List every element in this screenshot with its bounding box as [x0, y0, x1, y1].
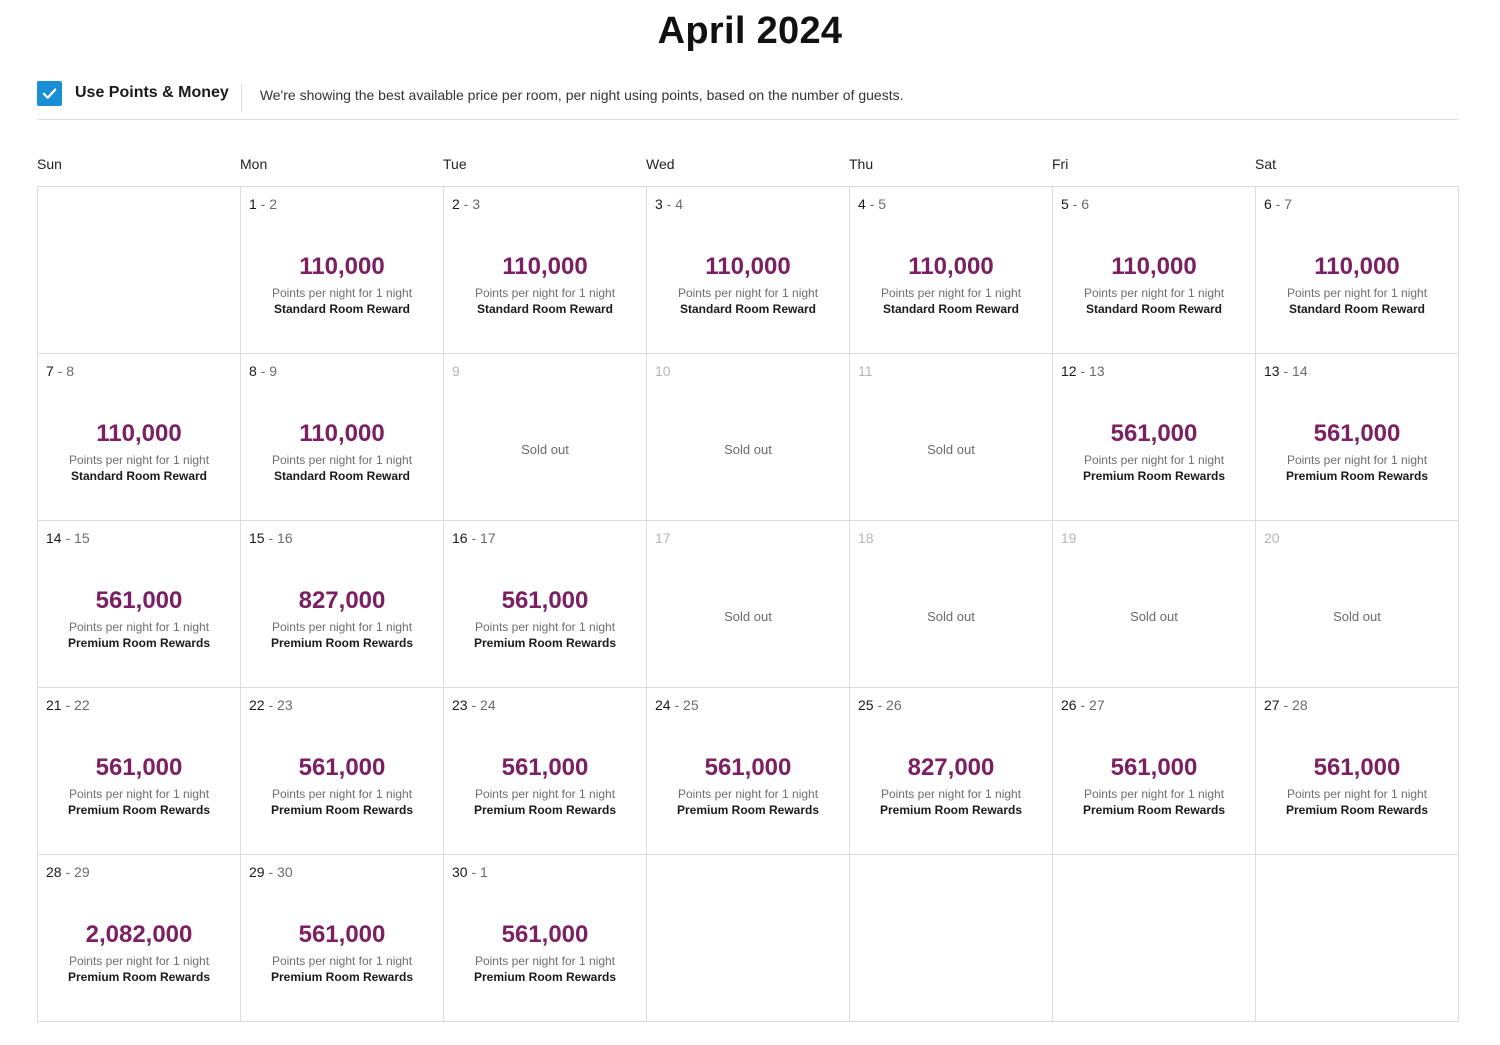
- weekday-label: Wed: [646, 156, 675, 172]
- calendar-cell-sold-out: [850, 354, 1053, 521]
- date-separator: -: [1279, 697, 1293, 713]
- start-date: 25: [858, 697, 874, 713]
- calendar-cell[interactable]: [444, 187, 647, 354]
- points-price: 561,000: [298, 921, 386, 948]
- reward-type: Premium Room Rewards: [270, 636, 414, 650]
- points-price: 827,000: [907, 754, 995, 781]
- points-per-night-label: Points per night for 1 night: [1286, 453, 1428, 467]
- calendar-cell-sold-out: [850, 521, 1053, 688]
- date-range: [1264, 363, 1308, 379]
- date-separator: -: [264, 864, 278, 880]
- start-date: 23: [452, 697, 468, 713]
- points-price: 2,082,000: [85, 921, 193, 948]
- points-price: 110,000: [908, 253, 994, 280]
- sold-out-label: Sold out: [724, 442, 772, 457]
- date-range: [655, 196, 683, 212]
- start-date: 11: [858, 363, 873, 379]
- check-icon: [41, 85, 58, 102]
- date-separator: -: [256, 196, 270, 212]
- start-date: 7: [46, 363, 54, 379]
- end-date: 5: [878, 196, 887, 212]
- sold-out-label: Sold out: [724, 609, 772, 624]
- calendar-cell-sold-out: [647, 521, 850, 688]
- calendar-cell-empty: [1053, 855, 1256, 1022]
- start-date: 10: [655, 363, 671, 379]
- calendar-cell[interactable]: [241, 855, 444, 1022]
- date-range: [655, 363, 671, 379]
- points-per-night-label: Points per night for 1 night: [677, 787, 819, 801]
- date-range: [452, 697, 496, 713]
- points-per-night-label: Points per night for 1 night: [68, 787, 210, 801]
- start-date: 22: [249, 697, 265, 713]
- reward-type: Standard Room Reward: [679, 302, 817, 316]
- points-price: 110,000: [299, 253, 385, 280]
- calendar-cell[interactable]: [1256, 187, 1459, 354]
- end-date: 4: [675, 196, 684, 212]
- end-date: 2: [269, 196, 278, 212]
- start-date: 24: [655, 697, 671, 713]
- sold-out-label: Sold out: [1130, 609, 1178, 624]
- reward-type: Premium Room Rewards: [676, 803, 820, 817]
- calendar-cell[interactable]: [241, 688, 444, 855]
- points-per-night-label: Points per night for 1 night: [271, 954, 413, 968]
- page-title: April 2024: [657, 10, 843, 52]
- reward-type: Premium Room Rewards: [1082, 469, 1226, 483]
- points-price: 110,000: [705, 253, 791, 280]
- sold-out-label: Sold out: [927, 609, 975, 624]
- points-per-night-label: Points per night for 1 night: [1083, 286, 1225, 300]
- date-separator: -: [662, 196, 676, 212]
- use-points-money-checkbox[interactable]: [37, 81, 62, 106]
- calendar-cell[interactable]: [241, 521, 444, 688]
- date-separator: -: [1279, 363, 1293, 379]
- calendar-cell[interactable]: [1053, 187, 1256, 354]
- weekday-label: Thu: [849, 156, 874, 172]
- points-per-night-label: Points per night for 1 night: [271, 620, 413, 634]
- points-per-night-label: Points per night for 1 night: [474, 286, 616, 300]
- end-date: 24: [480, 697, 496, 713]
- reward-type: Premium Room Rewards: [270, 970, 414, 984]
- start-date: 13: [1264, 363, 1280, 379]
- reward-type: Premium Room Rewards: [473, 636, 617, 650]
- date-range: [1061, 697, 1105, 713]
- start-date: 8: [249, 363, 257, 379]
- end-date: 9: [269, 363, 278, 379]
- start-date: 30: [452, 864, 468, 880]
- calendar-cell-empty: [1256, 855, 1459, 1022]
- end-date: 3: [472, 196, 481, 212]
- date-range: [249, 196, 277, 212]
- weekday-label: Fri: [1052, 156, 1069, 172]
- calendar-cell[interactable]: [444, 855, 647, 1022]
- date-separator: -: [61, 530, 75, 546]
- date-range: [249, 530, 293, 546]
- calendar-cell[interactable]: [444, 688, 647, 855]
- reward-type: Premium Room Rewards: [473, 970, 617, 984]
- start-date: 29: [249, 864, 265, 880]
- sold-out-label: Sold out: [1333, 609, 1381, 624]
- start-date: 20: [1264, 530, 1280, 546]
- date-separator: -: [1068, 196, 1082, 212]
- calendar-cell-sold-out: [1053, 521, 1256, 688]
- points-price: 561,000: [1313, 420, 1401, 447]
- calendar-cell-empty: [850, 855, 1053, 1022]
- use-points-money-label[interactable]: Use Points & Money: [75, 84, 242, 112]
- calendar-cell[interactable]: [647, 688, 850, 855]
- start-date: 21: [46, 697, 62, 713]
- calendar-cell[interactable]: [1053, 354, 1256, 521]
- date-range: [1264, 196, 1292, 212]
- weekday-label: Sat: [1255, 156, 1277, 172]
- points-price: 561,000: [95, 587, 183, 614]
- reward-type: Standard Room Reward: [476, 302, 614, 316]
- end-date: 15: [74, 530, 90, 546]
- start-date: 14: [46, 530, 62, 546]
- date-separator: -: [1271, 196, 1285, 212]
- sold-out-label: Sold out: [521, 442, 569, 457]
- date-range: [1061, 530, 1077, 546]
- end-date: 30: [277, 864, 293, 880]
- calendar-cell[interactable]: [241, 187, 444, 354]
- date-range: [655, 530, 671, 546]
- start-date: 12: [1061, 363, 1077, 379]
- end-date: 14: [1292, 363, 1308, 379]
- points-price: 110,000: [1111, 253, 1197, 280]
- calendar-cell-empty: [38, 187, 241, 354]
- end-date: 28: [1292, 697, 1308, 713]
- calendar-cell[interactable]: [38, 855, 241, 1022]
- reward-type: Premium Room Rewards: [1082, 803, 1226, 817]
- reward-type: Premium Room Rewards: [1285, 803, 1429, 817]
- end-date: 13: [1089, 363, 1105, 379]
- points-price: 110,000: [502, 253, 588, 280]
- start-date: 18: [858, 530, 874, 546]
- points-price: 110,000: [96, 420, 182, 447]
- end-date: 6: [1081, 196, 1090, 212]
- end-date: 8: [66, 363, 75, 379]
- end-date: 16: [277, 530, 293, 546]
- start-date: 19: [1061, 530, 1077, 546]
- calendar-cell[interactable]: [444, 521, 647, 688]
- reward-type: Premium Room Rewards: [473, 803, 617, 817]
- calendar-cell[interactable]: [38, 354, 241, 521]
- date-separator: -: [1076, 363, 1090, 379]
- date-range: [858, 697, 902, 713]
- sold-out-label: Sold out: [927, 442, 975, 457]
- date-range: [46, 530, 90, 546]
- start-date: 3: [655, 196, 663, 212]
- end-date: 17: [480, 530, 496, 546]
- calendar-cell-sold-out: [647, 354, 850, 521]
- weekday-label: Sun: [37, 156, 62, 172]
- reward-type: Standard Room Reward: [1085, 302, 1223, 316]
- calendar-cell[interactable]: [38, 688, 241, 855]
- reward-type: Standard Room Reward: [882, 302, 1020, 316]
- date-separator: -: [256, 363, 270, 379]
- date-range: [46, 363, 74, 379]
- points-per-night-label: Points per night for 1 night: [474, 620, 616, 634]
- start-date: 6: [1264, 196, 1272, 212]
- reward-type: Premium Room Rewards: [67, 970, 211, 984]
- points-price: 561,000: [1110, 754, 1198, 781]
- end-date: 29: [74, 864, 90, 880]
- start-date: 27: [1264, 697, 1280, 713]
- start-date: 2: [452, 196, 460, 212]
- points-price: 561,000: [298, 754, 386, 781]
- points-per-night-label: Points per night for 1 night: [1083, 453, 1225, 467]
- points-per-night-label: Points per night for 1 night: [880, 787, 1022, 801]
- date-separator: -: [670, 697, 684, 713]
- start-date: 9: [452, 363, 460, 379]
- reward-type: Premium Room Rewards: [67, 636, 211, 650]
- calendar-cell-sold-out: [1256, 521, 1459, 688]
- points-filter-bar: [37, 78, 1459, 120]
- date-range: [1061, 363, 1105, 379]
- start-date: 17: [655, 530, 671, 546]
- points-price: 561,000: [501, 587, 589, 614]
- end-date: 26: [886, 697, 902, 713]
- points-per-night-label: Points per night for 1 night: [68, 453, 210, 467]
- calendar-cell-empty: [647, 855, 850, 1022]
- date-separator: -: [467, 697, 481, 713]
- points-price: 561,000: [1313, 754, 1401, 781]
- date-separator: -: [264, 697, 278, 713]
- reward-type: Standard Room Reward: [1288, 302, 1426, 316]
- start-date: 26: [1061, 697, 1077, 713]
- points-per-night-label: Points per night for 1 night: [880, 286, 1022, 300]
- calendar-cell[interactable]: [850, 688, 1053, 855]
- reward-type: Standard Room Reward: [273, 469, 411, 483]
- date-separator: -: [459, 196, 473, 212]
- points-per-night-label: Points per night for 1 night: [677, 286, 819, 300]
- calendar-cell[interactable]: [241, 354, 444, 521]
- points-per-night-label: Points per night for 1 night: [1286, 286, 1428, 300]
- weekday-label: Tue: [443, 156, 467, 172]
- date-range: [655, 697, 699, 713]
- date-range: [452, 363, 460, 379]
- end-date: 1: [480, 864, 488, 880]
- calendar-grid: [37, 186, 1459, 1023]
- date-separator: -: [53, 363, 67, 379]
- end-date: 25: [683, 697, 699, 713]
- points-per-night-label: Points per night for 1 night: [271, 286, 413, 300]
- date-separator: -: [865, 196, 879, 212]
- start-date: 15: [249, 530, 265, 546]
- points-price: 561,000: [501, 921, 589, 948]
- points-price: 561,000: [501, 754, 589, 781]
- date-separator: -: [61, 697, 75, 713]
- calendar-cell[interactable]: [1053, 688, 1256, 855]
- points-price: 110,000: [1314, 253, 1400, 280]
- points-per-night-label: Points per night for 1 night: [68, 954, 210, 968]
- end-date: 27: [1089, 697, 1105, 713]
- start-date: 5: [1061, 196, 1069, 212]
- reward-type: Standard Room Reward: [70, 469, 208, 483]
- reward-type: Standard Room Reward: [273, 302, 411, 316]
- date-range: [46, 864, 90, 880]
- reward-type: Premium Room Rewards: [270, 803, 414, 817]
- start-date: 16: [452, 530, 468, 546]
- date-separator: -: [264, 530, 278, 546]
- date-separator: -: [61, 864, 75, 880]
- calendar-cell[interactable]: [38, 521, 241, 688]
- start-date: 4: [858, 196, 866, 212]
- points-price: 561,000: [704, 754, 792, 781]
- reward-type: Premium Room Rewards: [1285, 469, 1429, 483]
- weekday-header: [37, 156, 1459, 176]
- calendar-cell[interactable]: [647, 187, 850, 354]
- end-date: 7: [1284, 196, 1293, 212]
- date-range: [1264, 530, 1280, 546]
- weekday-label: Mon: [240, 156, 268, 172]
- date-separator: -: [467, 530, 481, 546]
- points-per-night-label: Points per night for 1 night: [271, 787, 413, 801]
- points-price: 561,000: [95, 754, 183, 781]
- date-range: [452, 530, 496, 546]
- date-range: [452, 196, 480, 212]
- date-range: [46, 697, 90, 713]
- points-per-night-label: Points per night for 1 night: [474, 787, 616, 801]
- points-per-night-label: Points per night for 1 night: [271, 453, 413, 467]
- date-range: [1061, 196, 1089, 212]
- date-range: [858, 530, 874, 546]
- points-per-night-label: Points per night for 1 night: [1286, 787, 1428, 801]
- date-separator: -: [467, 864, 481, 880]
- calendar-cell[interactable]: [1256, 688, 1459, 855]
- date-separator: -: [1076, 697, 1090, 713]
- date-range: [452, 864, 488, 880]
- end-date: 22: [74, 697, 90, 713]
- reward-type: Premium Room Rewards: [879, 803, 1023, 817]
- date-range: [1264, 697, 1308, 713]
- date-range: [249, 363, 277, 379]
- start-date: 28: [46, 864, 62, 880]
- date-range: [858, 363, 873, 379]
- calendar-cell[interactable]: [850, 187, 1053, 354]
- date-range: [858, 196, 886, 212]
- end-date: 23: [277, 697, 293, 713]
- points-price: 561,000: [1110, 420, 1198, 447]
- reward-type: Premium Room Rewards: [67, 803, 211, 817]
- points-price: 827,000: [298, 587, 386, 614]
- date-range: [249, 697, 293, 713]
- points-per-night-label: Points per night for 1 night: [1083, 787, 1225, 801]
- calendar-cell[interactable]: [1256, 354, 1459, 521]
- calendar-cell-sold-out: [444, 354, 647, 521]
- points-per-night-label: Points per night for 1 night: [474, 954, 616, 968]
- date-separator: -: [873, 697, 887, 713]
- start-date: 1: [249, 196, 257, 212]
- points-price: 110,000: [299, 420, 385, 447]
- points-per-night-label: Points per night for 1 night: [68, 620, 210, 634]
- price-description: We're showing the best available price per room, per night using points, based on the number of guests.: [259, 87, 904, 103]
- date-range: [249, 864, 293, 880]
